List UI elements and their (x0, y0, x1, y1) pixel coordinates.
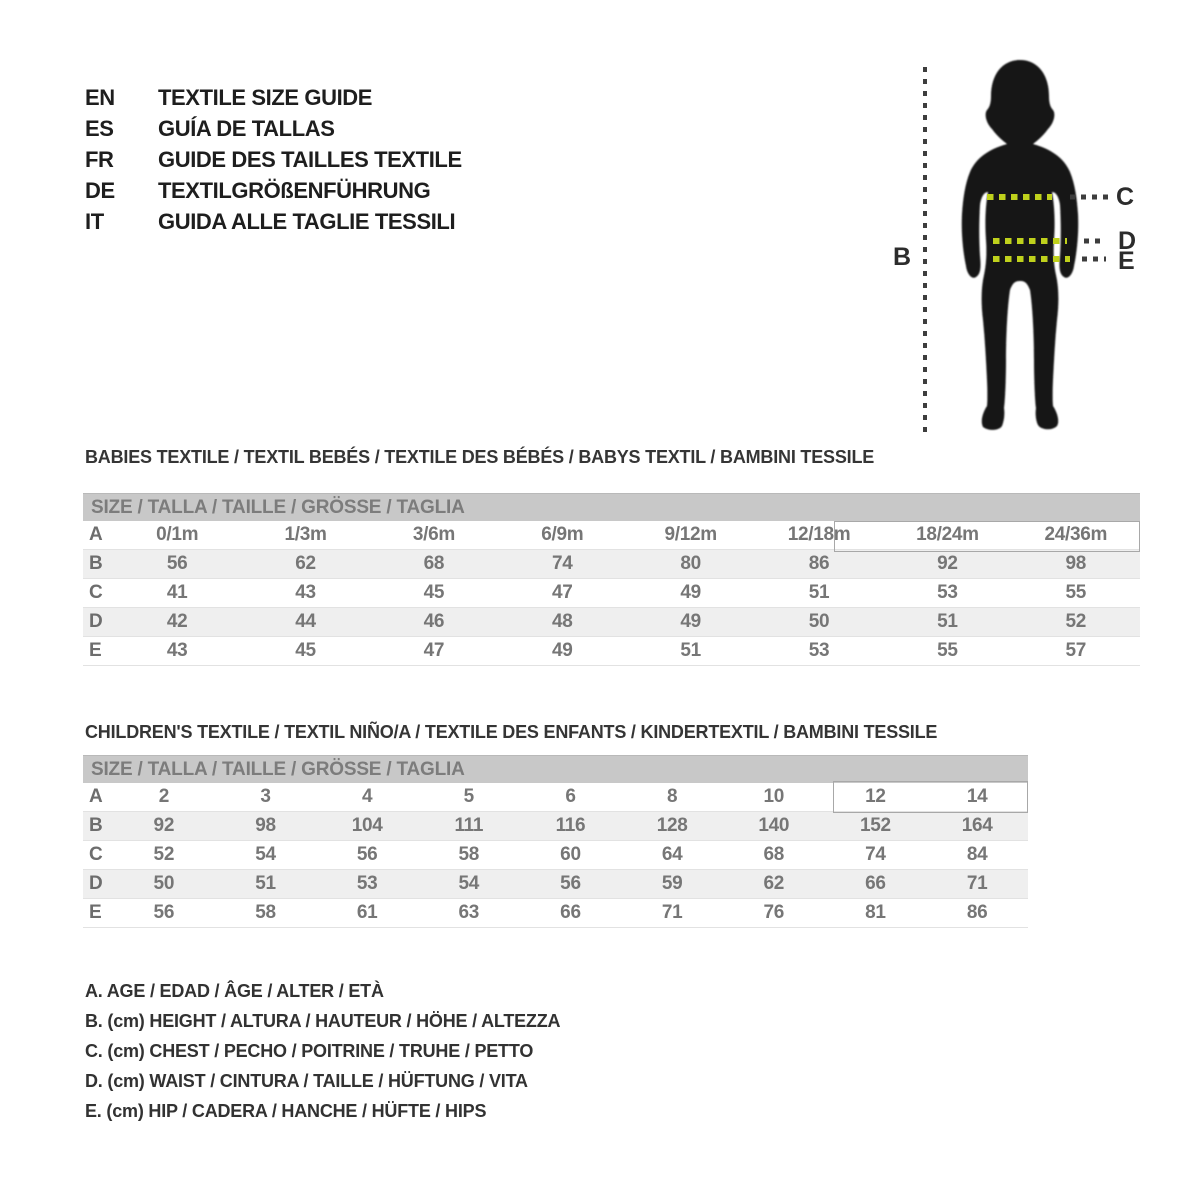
language-title: GUIDA ALLE TAGLIE TESSILI (158, 208, 456, 234)
figure-label-hip: E (1118, 247, 1135, 275)
child-silhouette (962, 60, 1079, 430)
size-cell: 80 (627, 550, 755, 579)
measurement-legend (85, 976, 560, 1126)
language-code: FR (85, 146, 114, 172)
size-cell: 1/3m (241, 521, 369, 550)
language-row (85, 113, 462, 144)
size-cell: 61 (316, 899, 418, 928)
size-cell: 53 (883, 579, 1011, 608)
size-cell: 43 (113, 637, 241, 666)
size-cell: 92 (883, 550, 1011, 579)
size-cell: 8 (621, 783, 723, 812)
size-cell: 47 (370, 637, 498, 666)
size-cell: 68 (723, 841, 825, 870)
legend-row: E. (cm) HIP / CADERA / HANCHE / HÜFTE / HIPS (85, 1100, 487, 1121)
size-cell: 58 (215, 899, 317, 928)
size-cell: 56 (113, 550, 241, 579)
size-cell: 152 (825, 812, 927, 841)
size-cell: 164 (926, 812, 1028, 841)
size-cell: 51 (215, 870, 317, 899)
size-cell: 43 (241, 579, 369, 608)
size-cell: 58 (418, 841, 520, 870)
size-cell: 68 (370, 550, 498, 579)
size-cell: 4 (316, 783, 418, 812)
size-cell: 116 (520, 812, 622, 841)
size-cell: 50 (755, 608, 883, 637)
size-cell: 2 (113, 783, 215, 812)
children-section-heading: CHILDREN'S TEXTILE / TEXTIL NIÑO/A / TEXTILE DES ENFANTS / KINDERTEXTIL / BAMBINI TESSILE (85, 722, 938, 742)
language-code: EN (85, 84, 115, 110)
size-cell: 49 (498, 637, 626, 666)
size-cell: 71 (621, 899, 723, 928)
size-cell: 45 (370, 579, 498, 608)
language-row (85, 144, 462, 175)
language-title: GUIDE DES TAILLES TEXTILE (158, 146, 462, 172)
size-cell: 71 (926, 870, 1028, 899)
size-cell: 76 (723, 899, 825, 928)
size-cell: 48 (498, 608, 626, 637)
row-label: D (83, 870, 113, 899)
size-cell: 64 (621, 841, 723, 870)
figure-label-chest: C (1116, 183, 1134, 211)
size-cell: 60 (520, 841, 622, 870)
size-cell: 3/6m (370, 521, 498, 550)
size-cell: 56 (113, 899, 215, 928)
language-row (85, 175, 462, 206)
language-title: TEXTILE SIZE GUIDE (158, 84, 373, 110)
babies-size-header-label: SIZE / TALLA / TAILLE / GRÖSSE / TAGLIA (91, 496, 465, 518)
size-cell: 55 (883, 637, 1011, 666)
size-cell: 52 (113, 841, 215, 870)
language-row (85, 206, 462, 237)
size-cell: 59 (621, 870, 723, 899)
figure-label-height: B (893, 243, 911, 271)
babies-size-header-bar (83, 493, 1140, 521)
size-cell: 6 (520, 783, 622, 812)
legend-row: C. (cm) CHEST / PECHO / POITRINE / TRUHE / PETTO (85, 1040, 534, 1061)
row-label: C (83, 579, 113, 608)
children-size-header-label: SIZE / TALLA / TAILLE / GRÖSSE / TAGLIA (91, 758, 465, 780)
size-cell: 104 (316, 812, 418, 841)
size-cell: 3 (215, 783, 317, 812)
children-size-header-bar (83, 755, 1028, 783)
size-cell: 63 (418, 899, 520, 928)
size-cell: 0/1m (113, 521, 241, 550)
size-cell: 24/36m (1012, 521, 1140, 550)
size-table-row (83, 870, 1028, 899)
babies-selected-size-highlight (834, 521, 1140, 552)
size-cell: 74 (825, 841, 927, 870)
size-cell: 5 (418, 783, 520, 812)
language-title: TEXTILGRÖßENFÜHRUNG (158, 177, 431, 203)
size-cell: 42 (113, 608, 241, 637)
row-label: C (83, 841, 113, 870)
size-cell: 14 (926, 783, 1028, 812)
size-cell: 81 (825, 899, 927, 928)
size-cell: 56 (520, 870, 622, 899)
language-code: DE (85, 177, 115, 203)
children-selected-size-highlight (833, 781, 1028, 813)
row-label: D (83, 608, 113, 637)
size-cell: 53 (755, 637, 883, 666)
size-cell: 52 (1012, 608, 1140, 637)
size-cell: 51 (755, 579, 883, 608)
size-cell: 62 (241, 550, 369, 579)
size-cell: 92 (113, 812, 215, 841)
size-cell: 51 (883, 608, 1011, 637)
size-cell: 50 (113, 870, 215, 899)
size-cell: 56 (316, 841, 418, 870)
size-cell: 86 (926, 899, 1028, 928)
size-cell: 140 (723, 812, 825, 841)
language-list (85, 82, 462, 237)
size-cell: 12 (825, 783, 927, 812)
size-cell: 128 (621, 812, 723, 841)
size-cell: 9/12m (627, 521, 755, 550)
size-cell: 41 (113, 579, 241, 608)
size-table-row (83, 579, 1140, 608)
size-cell: 51 (627, 637, 755, 666)
size-table-row (83, 608, 1140, 637)
size-cell: 111 (418, 812, 520, 841)
size-cell: 47 (498, 579, 626, 608)
size-cell: 86 (755, 550, 883, 579)
size-cell: 74 (498, 550, 626, 579)
size-cell: 53 (316, 870, 418, 899)
size-cell: 45 (241, 637, 369, 666)
legend-row: B. (cm) HEIGHT / ALTURA / HAUTEUR / HÖHE / ALTEZZA (85, 1010, 561, 1031)
language-row (85, 82, 462, 113)
figure-label-waist: D (1118, 227, 1136, 255)
size-cell: 12/18m (755, 521, 883, 550)
size-cell: 55 (1012, 579, 1140, 608)
size-table-row (83, 550, 1140, 579)
size-cell: 49 (627, 579, 755, 608)
size-cell: 62 (723, 870, 825, 899)
size-table-row (83, 841, 1028, 870)
row-label: B (83, 550, 113, 579)
size-cell: 49 (627, 608, 755, 637)
size-cell: 66 (825, 870, 927, 899)
size-cell: 10 (723, 783, 825, 812)
size-cell: 66 (520, 899, 622, 928)
size-cell: 6/9m (498, 521, 626, 550)
size-cell: 44 (241, 608, 369, 637)
row-label: E (83, 637, 113, 666)
row-label: E (83, 899, 113, 928)
size-table-row (83, 812, 1028, 841)
row-label: B (83, 812, 113, 841)
size-table-row (83, 899, 1028, 928)
size-cell: 57 (1012, 637, 1140, 666)
size-table-row (83, 637, 1140, 666)
language-title: GUÍA DE TALLAS (158, 115, 335, 141)
size-cell: 84 (926, 841, 1028, 870)
legend-row: A. AGE / EDAD / ÂGE / ALTER / ETÀ (85, 980, 384, 1001)
language-code: ES (85, 115, 114, 141)
child-silhouette-figure (880, 40, 1200, 460)
size-cell: 98 (215, 812, 317, 841)
language-code: IT (85, 208, 104, 234)
row-label: A (83, 783, 113, 812)
row-label: A (83, 521, 113, 550)
size-cell: 18/24m (883, 521, 1011, 550)
size-cell: 98 (1012, 550, 1140, 579)
size-cell: 54 (418, 870, 520, 899)
babies-section-heading: BABIES TEXTILE / TEXTIL BEBÉS / TEXTILE DES BÉBÉS / BABYS TEXTIL / BAMBINI TESSILE (85, 447, 875, 467)
size-cell: 46 (370, 608, 498, 637)
legend-row: D. (cm) WAIST / CINTURA / TAILLE / HÜFTUNG / VITA (85, 1070, 528, 1091)
size-cell: 54 (215, 841, 317, 870)
